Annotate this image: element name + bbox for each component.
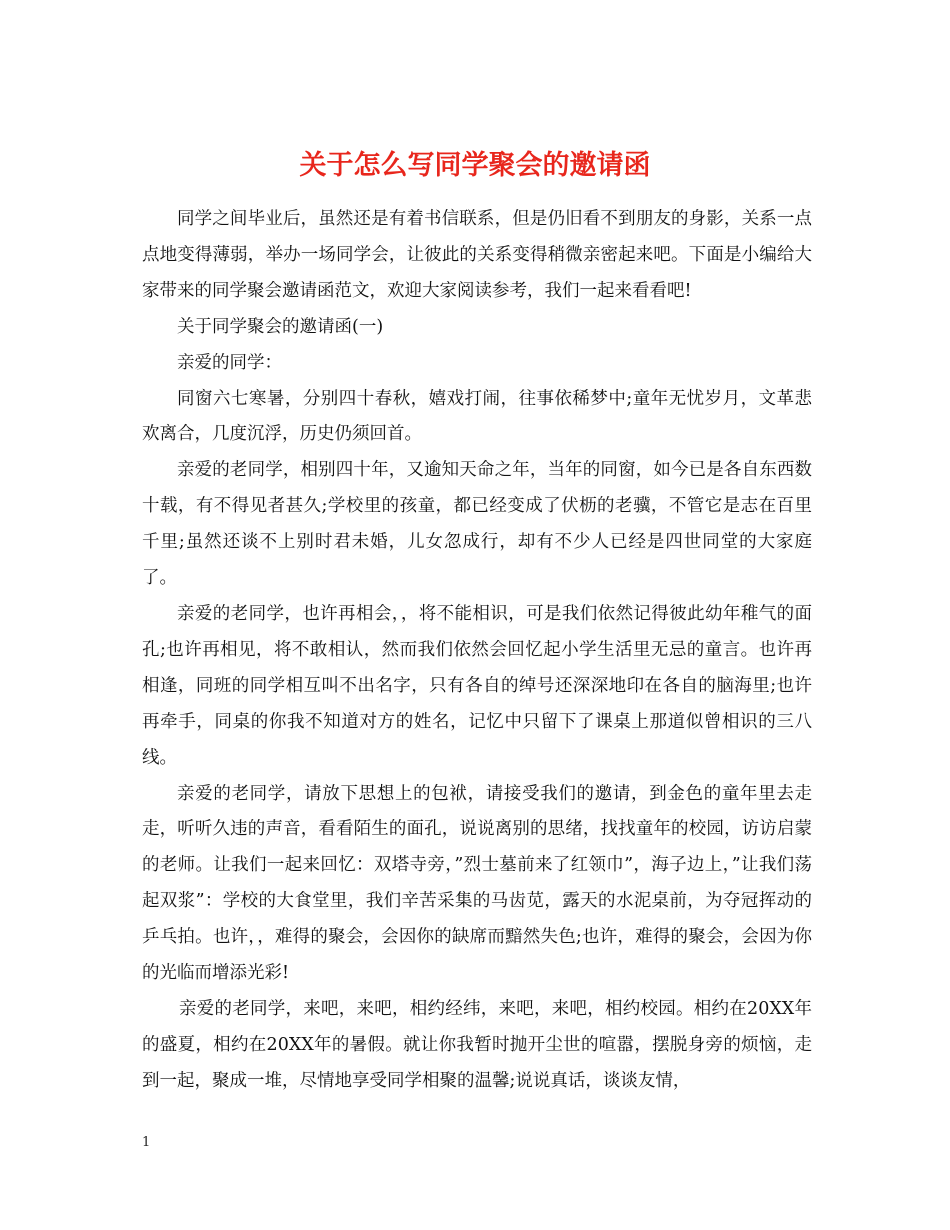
salutation: 亲爱的同学： bbox=[177, 352, 282, 373]
page-number: 1 bbox=[142, 1135, 151, 1150]
body-paragraph: 亲爱的老同学，来吧，来吧，相约经纬，来吧，来吧，相约校园。相约在20XX年的盛夏，相约在20XX年的暑假。就让你我暂时抛开尘世的喧嚣，摆脱身旁的烦恼，走到一起，聚成一堆，尽情地享受同学相聚的温馨;说说真话，谈谈友情， bbox=[142, 998, 812, 1091]
body-paragraph: 亲爱的老同学，相别四十年，又逾知天命之年，当年的同窗，如今已是各自东西数十载，有不得见者甚久;学校里的孩童，都已经变成了伏枥的老骥，不管它是志在百里千里;虽然还谈不上别时君未婚，儿女忽成行，却有不少人已经是四世同堂的大家庭了。 bbox=[142, 460, 812, 589]
body-paragraph: 亲爱的老同学，也许再相会，，将不能相识，可是我们依然记得彼此幼年稚气的面孔;也许再相见，将不敢相认，然而我们依然会回忆起小学生活里无忌的童言。也许再相逢，同班的同学相互叫不出名字，只有各自的绰号还深深地印在各自的脑海里;也许再牵手，同桌的你我不知道对方的姓名，记忆中只留下了课桌上那道似曾相识的三八线。 bbox=[142, 603, 812, 768]
body-paragraph: 亲爱的老同学，请放下思想上的包袱，请接受我们的邀请，到金色的童年里去走走，听听久违的声音，看看陌生的面孔，说说离别的思绪，找找童年的校园，访访启蒙的老师。让我们一起来回忆：双塔寺旁，”烈士墓前来了红领巾”，海子边上，”让我们荡起双浆”：学校的大食堂里，我们辛苦采集的马齿苋，露天的水泥桌前，为夺冠挥动的乒乓拍。也许，，难得的聚会，会因你的缺席而黯然失色;也许，难得的聚会，会因为你的光临而增添光彩! bbox=[142, 783, 812, 984]
section-heading: 关于同学聚会的邀请函(一) bbox=[177, 316, 384, 337]
document-title: 关于怎么写同学聚会的邀请函 bbox=[299, 150, 651, 182]
document-body bbox=[142, 202, 812, 1100]
body-paragraph: 同窗六七寒暑，分别四十春秋，嬉戏打闹，往事依稀梦中;童年无忧岁月，文革悲欢离合，几度沉浮，历史仍须回首。 bbox=[142, 388, 812, 445]
intro-paragraph: 同学之间毕业后，虽然还是有着书信联系，但是仍旧看不到朋友的身影，关系一点点地变得薄弱，举办一场同学会，让彼此的关系变得稍微亲密起来吧。下面是小编给大家带来的同学聚会邀请函范文，欢迎大家阅读参考，我们一起来看看吧! bbox=[142, 209, 812, 301]
